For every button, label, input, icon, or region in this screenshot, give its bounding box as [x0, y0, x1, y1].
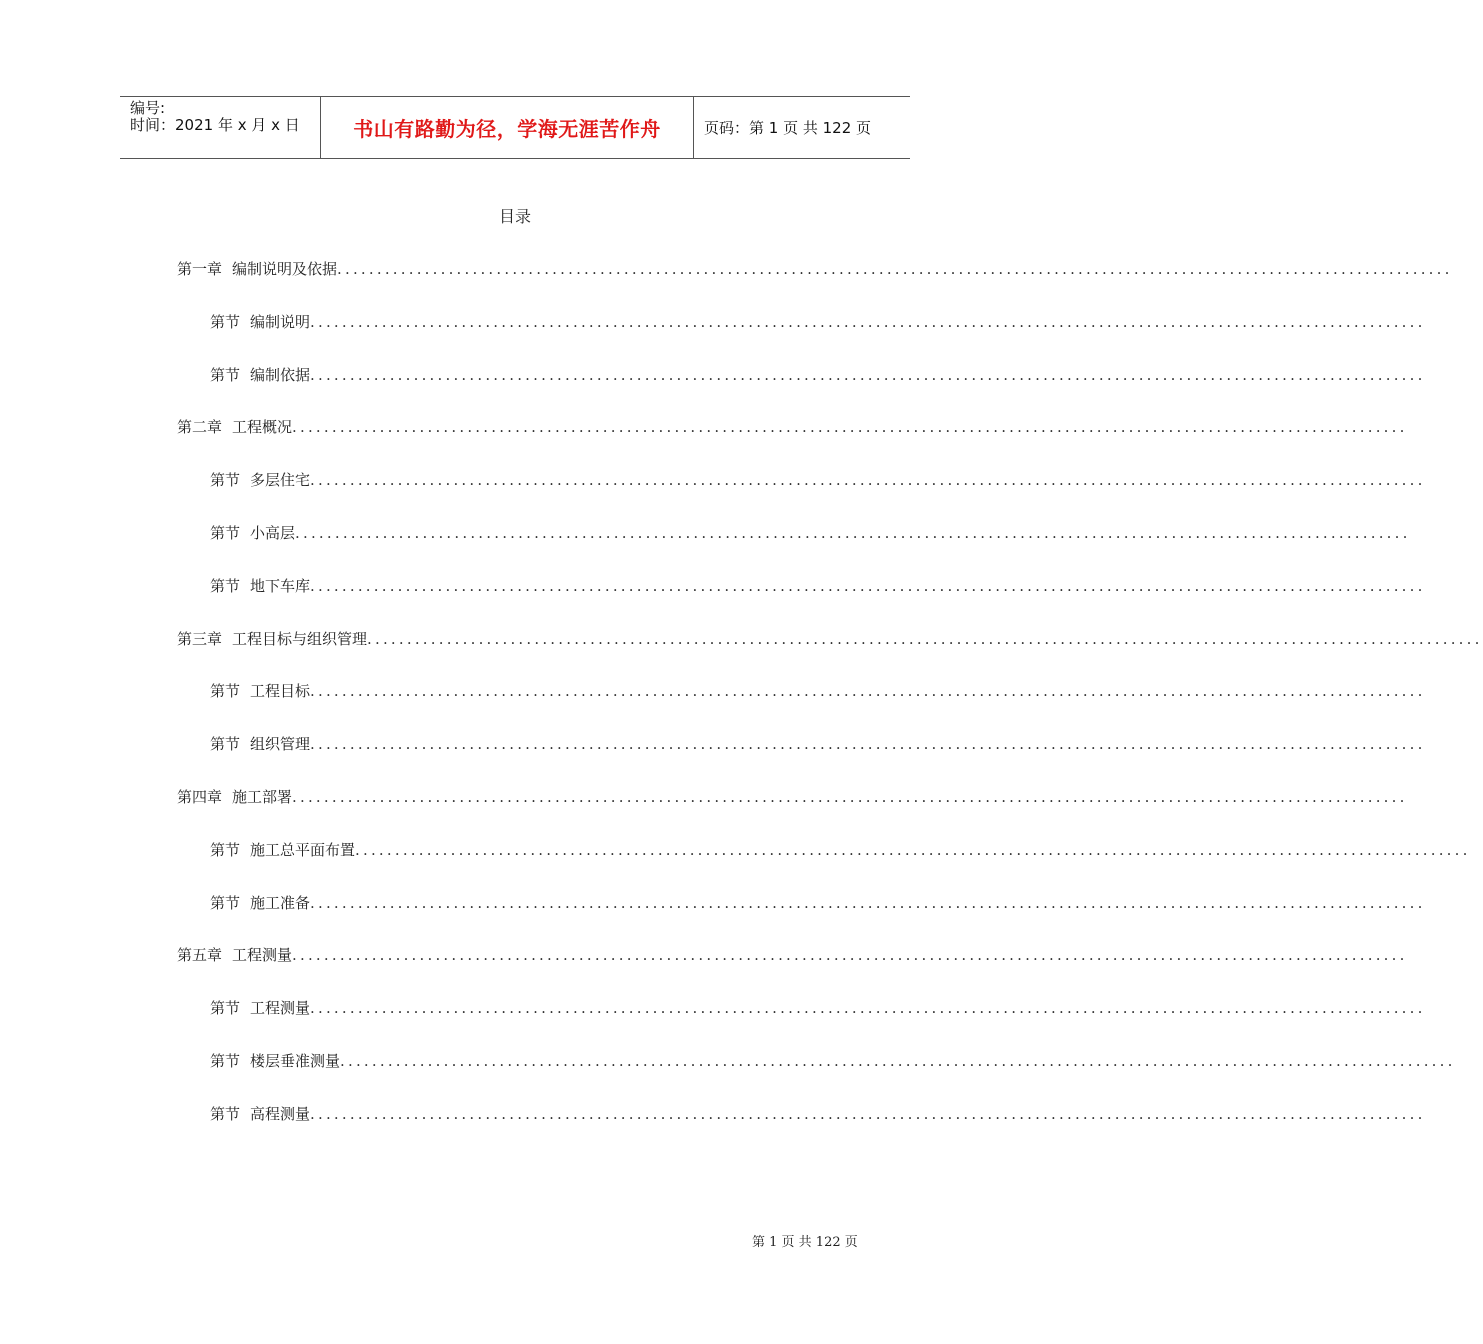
toc-entry-title: 编制依据 — [250, 366, 311, 384]
toc-entry-number: 第节 — [210, 894, 241, 912]
toc-leader-dots: ............................................................................................................................................ — [310, 471, 1426, 489]
toc-leader-dots: ............................................................................................................................................ — [310, 577, 1426, 595]
toc-leader-dots: ............................................................................................................................................ — [340, 1052, 1456, 1070]
toc-leader-dots: ............................................................................................................................................ — [310, 1105, 1426, 1123]
toc-entry-number: 第节 — [210, 735, 241, 753]
toc-section-entry[interactable] — [210, 892, 1426, 914]
header-meta-cell — [120, 97, 321, 158]
toc-chapter-entry[interactable] — [177, 628, 1483, 650]
toc-leader-dots: ............................................................................................................................................ — [310, 999, 1426, 1017]
toc-leader-dots: ............................................................................................................................................ — [310, 735, 1426, 753]
toc-entry-title: 高程测量 — [250, 1105, 311, 1123]
toc-section-entry[interactable] — [210, 522, 1411, 544]
toc-entry-title: 施工部署 — [232, 788, 293, 806]
toc-entry-number: 第节 — [210, 313, 241, 331]
toc-section-entry[interactable] — [210, 575, 1426, 597]
toc-leader-dots: ............................................................................................................................................ — [310, 894, 1426, 912]
toc-entry-title: 编制说明及依据 — [232, 260, 338, 278]
toc-entry-title: 工程目标 — [250, 682, 311, 700]
toc-leader-dots: ............................................................................................................................................ — [367, 630, 1483, 648]
toc-entry-number: 第节 — [210, 366, 241, 384]
toc-entry-number: 第节 — [210, 841, 241, 859]
toc-entry-number: 第节 — [210, 1105, 241, 1123]
toc-leader-dots: ............................................................................................................................................ — [292, 946, 1408, 964]
toc-entry-number: 第二章 — [177, 418, 223, 436]
toc-section-entry[interactable] — [210, 364, 1426, 386]
toc-entry-number: 第节 — [210, 524, 241, 542]
toc-entry-number: 第节 — [210, 1052, 241, 1070]
toc-leader-dots: ............................................................................................................................................ — [310, 366, 1426, 384]
header-page-cell — [694, 97, 910, 158]
toc-entry-title: 工程目标与组织管理 — [232, 630, 368, 648]
toc-section-entry[interactable] — [210, 997, 1426, 1019]
header-motto: 书山有路勤为径，学海无涯苦作舟 — [353, 117, 661, 141]
header-motto-cell — [321, 97, 694, 158]
header-page-label: 页码：第 1 页 共 122 页 — [704, 119, 872, 137]
toc-entry-title: 施工总平面布置 — [250, 841, 356, 859]
toc-entry-number: 第节 — [210, 471, 241, 489]
toc-section-entry[interactable] — [210, 469, 1426, 491]
toc-leader-dots: ............................................................................................................................................ — [295, 524, 1411, 542]
toc-section-entry[interactable] — [210, 733, 1426, 755]
toc-entry-title: 工程测量 — [232, 946, 293, 964]
toc-entry-title: 小高层 — [250, 524, 296, 542]
toc-entry-title: 工程概况 — [232, 418, 293, 436]
toc-leader-dots: ............................................................................................................................................ — [292, 788, 1408, 806]
toc-entry-number: 第节 — [210, 999, 241, 1017]
toc-entry-title: 地下车库 — [250, 577, 311, 595]
toc-entry-title: 编制说明 — [250, 313, 311, 331]
toc-entry-number: 第四章 — [177, 788, 223, 806]
toc-entry-number: 第三章 — [177, 630, 223, 648]
toc-chapter-entry[interactable] — [177, 786, 1408, 808]
toc-section-entry[interactable] — [210, 1103, 1426, 1125]
toc-leader-dots: ............................................................................................................................................ — [310, 313, 1426, 331]
toc-leader-dots: ............................................................................................................................................ — [310, 682, 1426, 700]
toc-entry-number: 第节 — [210, 577, 241, 595]
toc-entry-title: 组织管理 — [250, 735, 311, 753]
toc-entry-title: 施工准备 — [250, 894, 311, 912]
toc-chapter-entry[interactable] — [177, 944, 1408, 966]
toc-section-entry[interactable] — [210, 839, 1471, 861]
document-time-label: 时间：2021 年 x 月 x 日 — [130, 116, 300, 134]
toc-entry-number: 第一章 — [177, 260, 223, 278]
toc-entry-title: 多层住宅 — [250, 471, 311, 489]
page-footer: 第 1 页 共 122 页 — [752, 1235, 858, 1250]
toc-entry-number: 第五章 — [177, 946, 223, 964]
toc-chapter-entry[interactable] — [177, 416, 1408, 438]
toc-leader-dots: ............................................................................................................................................ — [355, 841, 1471, 859]
toc-section-entry[interactable] — [210, 1050, 1456, 1072]
toc-entry-number: 第节 — [210, 682, 241, 700]
toc-leader-dots: ............................................................................................................................................ — [337, 260, 1453, 278]
toc-chapter-entry[interactable] — [177, 258, 1453, 280]
toc-entry-title: 楼层垂准测量 — [250, 1052, 341, 1070]
page-header — [120, 96, 910, 159]
toc-section-entry[interactable] — [210, 311, 1426, 333]
toc-leader-dots: ............................................................................................................................................ — [292, 418, 1408, 436]
document-code-label: 编号: — [130, 99, 166, 117]
toc-section-entry[interactable] — [210, 680, 1426, 702]
toc-title: 目录 — [498, 207, 531, 226]
toc-entry-title: 工程测量 — [250, 999, 311, 1017]
